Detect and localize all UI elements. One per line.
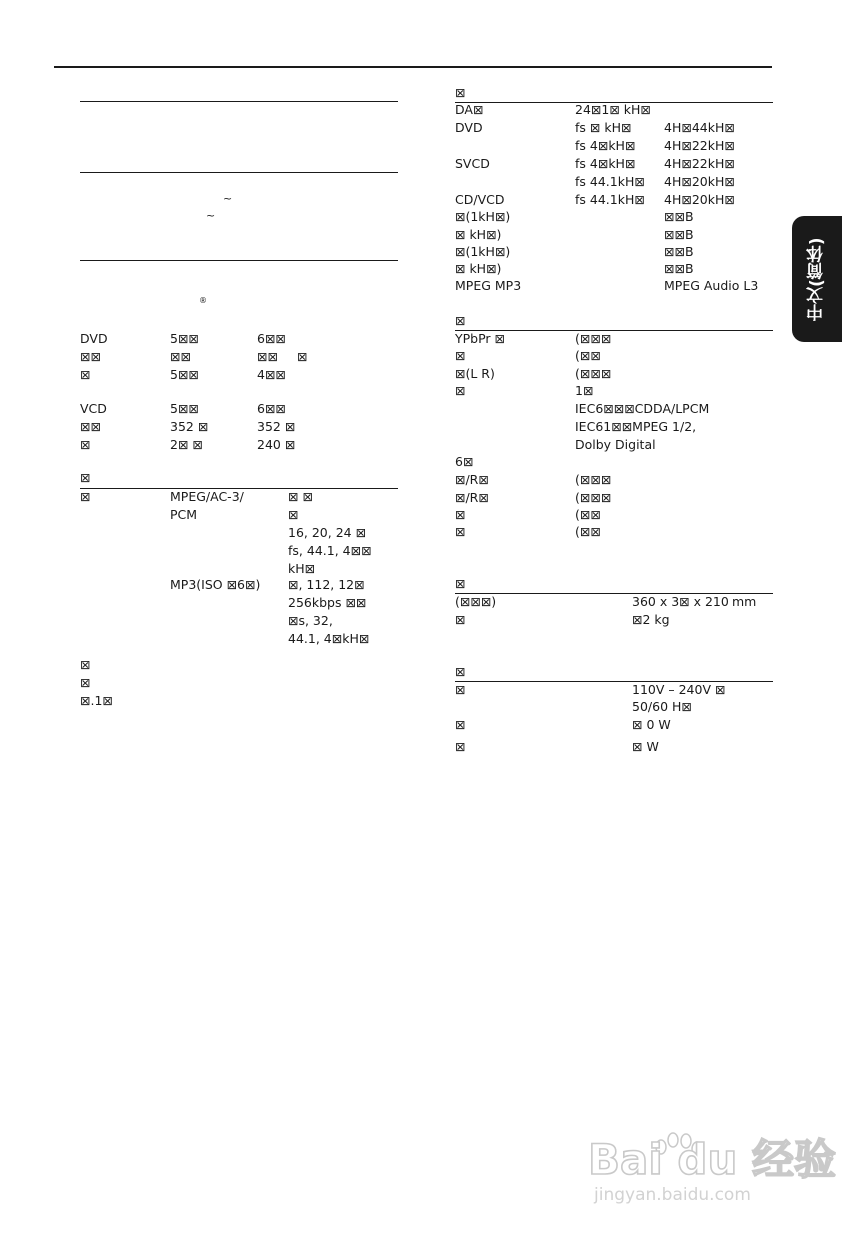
dvd-table-cell: ⊠ (80, 367, 91, 382)
left-rule-2 (80, 172, 398, 173)
vcd-table-cell: 6⊠⊠ (257, 401, 286, 416)
top-rule (54, 66, 772, 68)
watermark-url: jingyan.baidu.com (594, 1185, 751, 1205)
section2-cell: Dolby Digital (575, 437, 656, 452)
section2-cell: IEC61⊠⊠MPEG 1/2, (575, 419, 697, 434)
section1-cell: fs 44.1kH⊠ (575, 174, 645, 189)
section2-cell: (⊠⊠ (575, 524, 601, 539)
dvd-table-cell: 5⊠⊠ (170, 331, 199, 346)
vcd-table-cell: ⊠ (80, 437, 91, 452)
section2-cell: 1⊠ (575, 383, 594, 398)
bottom-line: ⊠ (80, 675, 91, 690)
bottom-line: ⊠.1⊠ (80, 693, 113, 708)
section4-cell: ⊠ (455, 682, 466, 697)
section1-cell: DVD (455, 120, 483, 135)
section3-title: ⊠ (455, 576, 466, 591)
vcd-table-cell: 240 ⊠ (257, 437, 296, 452)
section2-cell: (⊠⊠⊠ (575, 331, 612, 346)
section1-cell: DA⊠ (455, 102, 484, 117)
audio-cell: 44.1, 4⊠kH⊠ (288, 631, 370, 646)
language-side-tab (792, 216, 842, 342)
baidu-jingyan-watermark (586, 1116, 836, 1206)
section1-cell: fs 44.1kH⊠ (575, 192, 645, 207)
section2-cell: YPbPr ⊠ (455, 331, 506, 346)
audio-cell: 256kbps ⊠⊠ (288, 595, 367, 610)
audio-cell: MP3(ISO ⊠6⊠) (170, 577, 261, 592)
audio-cell: 16, 20, 24 ⊠ (288, 525, 367, 540)
section2-cell: (⊠⊠⊠ (575, 490, 612, 505)
watermark-logo-text: Bai du 经验 (588, 1135, 836, 1184)
section4-cell: 50/60 H⊠ (632, 699, 692, 714)
dvd-table-cell: ⊠⊠ (80, 349, 101, 364)
registered-mark: ® (199, 296, 207, 305)
section1-cell: 4H⊠22kH⊠ (664, 138, 735, 153)
section1-cell: 4H⊠20kH⊠ (664, 174, 735, 189)
bottom-line: ⊠ (80, 657, 91, 672)
vcd-table-cell: 2⊠ ⊠ (170, 437, 203, 452)
section2-cell: IEC6⊠⊠⊠CDDA/LPCM (575, 401, 710, 416)
section1-cell: ⊠⊠B (664, 261, 694, 276)
audio-cell: ⊠ (80, 489, 91, 504)
left-rule-3 (80, 260, 398, 261)
section2-cell: ⊠ (455, 383, 466, 398)
section1-cell: CD/VCD (455, 192, 505, 207)
section4-cell: ⊠ 0 W (632, 717, 671, 732)
section2-cell: (⊠⊠ (575, 348, 601, 363)
audio-cell: MPEG/AC-3/ (170, 489, 244, 504)
section4-cell: ⊠ (455, 739, 466, 754)
section1-cell: fs ⊠ kH⊠ (575, 120, 632, 135)
section4-cell: 110V – 240V ⊠ (632, 682, 726, 697)
section2-cell: ⊠ (455, 524, 466, 539)
section1-cell: ⊠(1kH⊠) (455, 209, 511, 224)
section1-cell: ⊠⊠B (664, 244, 694, 259)
tilde-mark-1: ~ (223, 192, 233, 205)
section1-cell: ⊠ kH⊠) (455, 261, 502, 276)
section3-cell: (⊠⊠⊠) (455, 594, 497, 609)
audio-cell: PCM (170, 507, 198, 522)
audio-cell: fs, 44.1, 4⊠⊠ (288, 543, 372, 558)
section1-cell: MPEG MP3 (455, 278, 522, 293)
section2-cell: (⊠⊠⊠ (575, 366, 612, 381)
section1-cell: SVCD (455, 156, 490, 171)
section1-cell: 4H⊠20kH⊠ (664, 192, 735, 207)
section2-cell: ⊠/R⊠ (455, 472, 489, 487)
section1-cell: 4H⊠22kH⊠ (664, 156, 735, 171)
audio-cell: kH⊠ (288, 561, 316, 576)
section1-title: ⊠ (455, 85, 466, 100)
dvd-table-cell: ⊠ (297, 349, 308, 364)
section1-cell: 24⊠1⊠ kH⊠ (575, 102, 651, 117)
section3-cell: ⊠ (455, 612, 466, 627)
section3-cell: ⊠2 kg (632, 612, 670, 627)
section1-cell: ⊠ kH⊠) (455, 227, 502, 242)
dvd-table-cell: DVD (80, 331, 108, 346)
dvd-table-cell: ⊠⊠ (170, 349, 191, 364)
section3-cell: 360 x 3⊠ x 210 (632, 594, 729, 609)
section1-cell: fs 4⊠kH⊠ (575, 156, 636, 171)
section1-cell: MPEG Audio L3 (664, 278, 759, 293)
dvd-table-cell: 6⊠⊠ (257, 331, 286, 346)
section2-cell: 6⊠ (455, 454, 474, 469)
section1-cell: ⊠⊠B (664, 209, 694, 224)
section4-cell: ⊠ (455, 717, 466, 732)
section3-cell: mm (732, 594, 757, 609)
section2-cell: ⊠/R⊠ (455, 490, 489, 505)
tilde-mark-2: ~ (206, 209, 216, 222)
section2-cell: (⊠⊠⊠ (575, 472, 612, 487)
section1-cell: fs 4⊠kH⊠ (575, 138, 636, 153)
vcd-table-cell: 352 ⊠ (257, 419, 296, 434)
section2-cell: (⊠⊠ (575, 507, 601, 522)
vcd-table-cell: VCD (80, 401, 107, 416)
left-rule-1 (80, 101, 398, 102)
section1-cell: ⊠⊠B (664, 227, 694, 242)
vcd-table-cell: ⊠⊠ (80, 419, 101, 434)
vcd-table-cell: 5⊠⊠ (170, 401, 199, 416)
language-tab-label: 中文(简体) (807, 237, 827, 321)
section2-cell: ⊠(L R) (455, 366, 495, 381)
dvd-table-cell: 5⊠⊠ (170, 367, 199, 382)
section1-cell: 4H⊠44kH⊠ (664, 120, 735, 135)
audio-cell: ⊠, 112, 12⊠ (288, 577, 365, 592)
section2-title: ⊠ (455, 313, 466, 328)
section2-cell: ⊠ (455, 348, 466, 363)
section2-cell: ⊠ (455, 507, 466, 522)
audio-cell: ⊠ ⊠ (288, 489, 313, 504)
audio-section-title: ⊠ (80, 470, 91, 485)
section4-title: ⊠ (455, 664, 466, 679)
vcd-table-cell: 352 ⊠ (170, 419, 209, 434)
audio-cell: ⊠s, 32, (288, 613, 333, 628)
section4-cell: ⊠ W (632, 739, 659, 754)
audio-cell: ⊠ (288, 507, 299, 522)
dvd-table-cell: ⊠⊠ (257, 349, 278, 364)
section1-cell: ⊠(1kH⊠) (455, 244, 511, 259)
dvd-table-cell: 4⊠⊠ (257, 367, 286, 382)
